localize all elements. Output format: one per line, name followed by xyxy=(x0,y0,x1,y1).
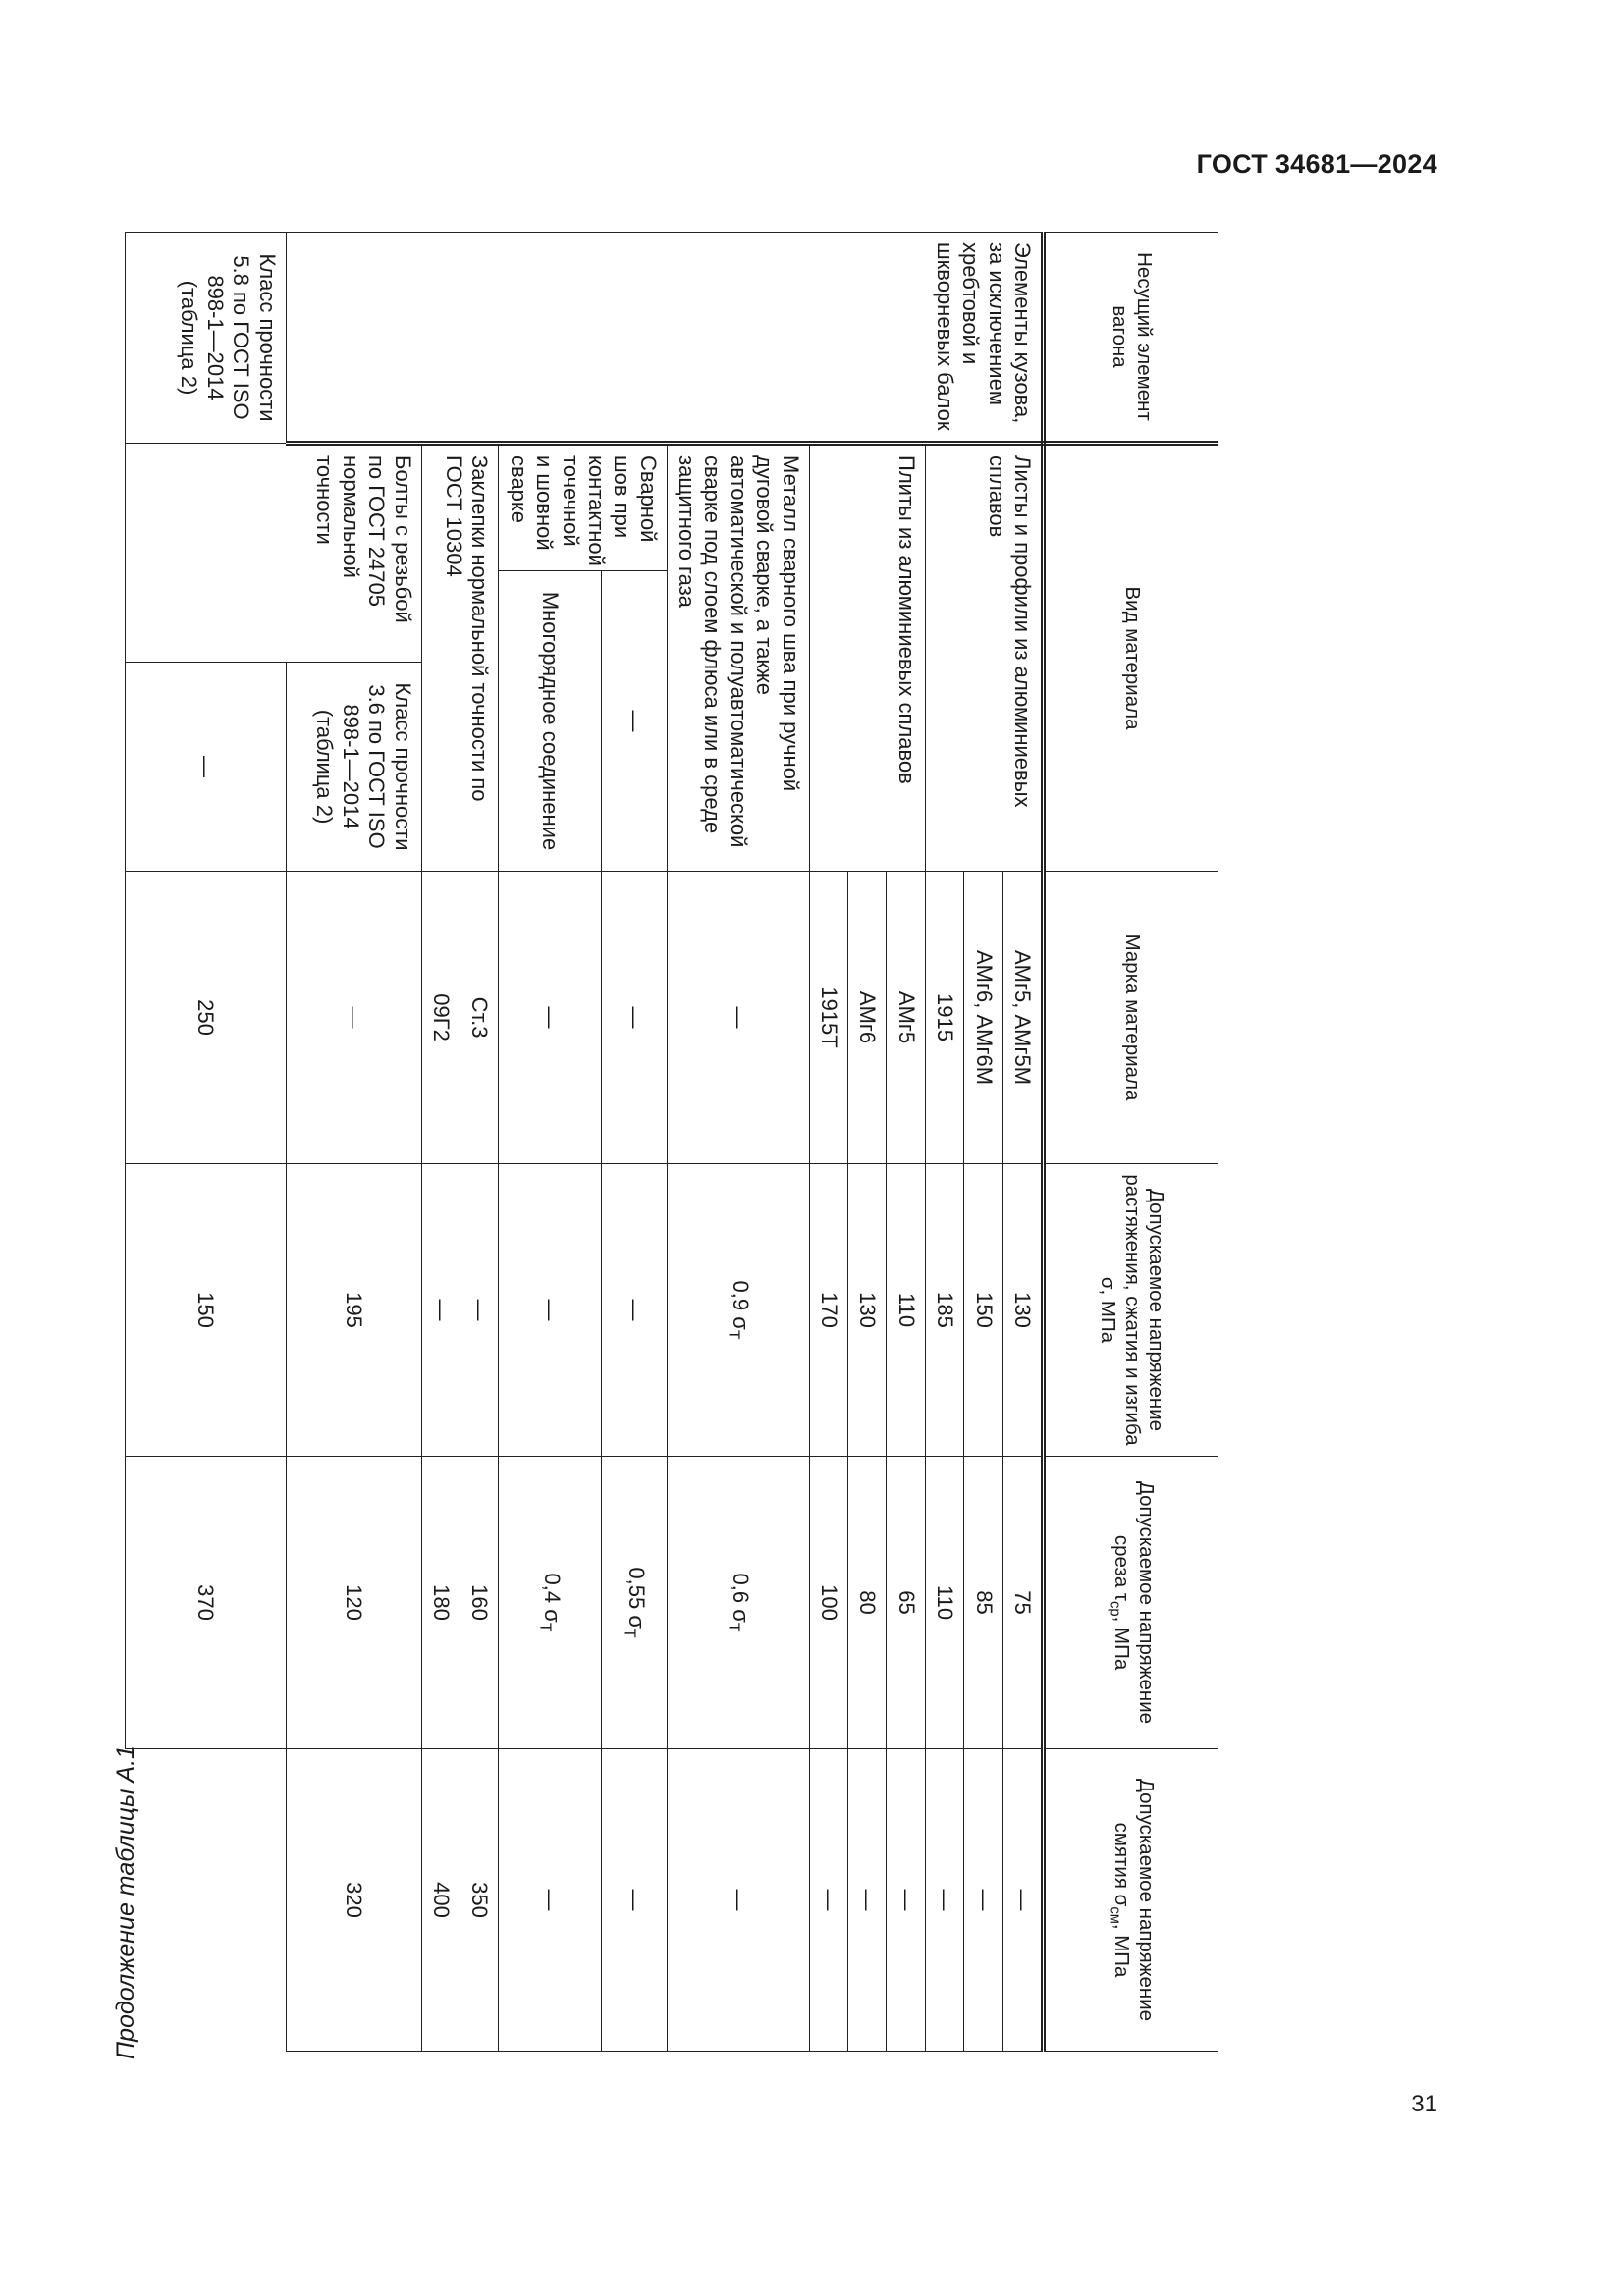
stress-table xyxy=(125,232,1218,2052)
table-caption: Продолжение таблицы А.1 xyxy=(112,1745,139,2059)
table-row xyxy=(667,233,809,2052)
tension-cell: — xyxy=(601,1164,667,1457)
grade-cell: 1915Т xyxy=(809,872,847,1164)
sigma-subscript: Т xyxy=(724,1329,741,1340)
grade-cell: Ст.3 xyxy=(460,872,498,1164)
tension-cell: 110 xyxy=(887,1164,925,1457)
grade-cell: 09Г2 xyxy=(421,872,460,1164)
shear-cell: 110 xyxy=(925,1457,963,1749)
header-shear xyxy=(1044,1457,1218,1749)
sigma-symbol: σ xyxy=(623,1615,649,1629)
grade-cell: АМг5 xyxy=(887,872,925,1164)
table-row xyxy=(286,233,421,2052)
shear-cell: 85 xyxy=(964,1457,1002,1749)
header-element: Несущий элемент вагона xyxy=(1044,233,1218,444)
sigma-subscript: Т xyxy=(536,1622,554,1632)
grade-cell: — xyxy=(667,872,809,1164)
kind-contact: Сварной шов при контактной точечной и шовной сварке xyxy=(499,444,667,571)
grade-cell: АМг5, АМг5М xyxy=(1002,872,1043,1164)
bearing-cell: — xyxy=(601,1749,667,2052)
shear-label: Допускаемое напряжение среза τ xyxy=(1110,1480,1158,1725)
shear-cell: 160 xyxy=(460,1457,498,1749)
coef-value: 0,4 xyxy=(539,1573,565,1604)
tension-cell: 130 xyxy=(848,1164,887,1457)
shear-cell xyxy=(667,1457,809,1749)
shear-cell: 100 xyxy=(809,1457,847,1749)
tension-cell: — xyxy=(499,1164,601,1457)
header-bearing xyxy=(1044,1749,1218,2052)
table-rotation-host xyxy=(155,232,1218,2051)
table-row xyxy=(887,233,925,2052)
bearing-cell: 370 xyxy=(125,1457,286,1749)
shear-cell: 180 xyxy=(421,1457,460,1749)
shear-cell xyxy=(499,1457,601,1749)
coef-value: 0,55 xyxy=(623,1567,649,1610)
bearing-cell: — xyxy=(925,1749,963,2052)
bearing-cell: — xyxy=(667,1749,809,2052)
sigma-subscript: Т xyxy=(620,1628,637,1638)
coef-value: 0,6 xyxy=(728,1573,753,1604)
shear-cell: 80 xyxy=(848,1457,887,1749)
shear-cell: 65 xyxy=(887,1457,925,1749)
element-cell: Элементы кузова, за исключением хребтовой и шкворневых балок xyxy=(286,233,1043,444)
shear-cell xyxy=(601,1457,667,1749)
tension-cell: 250 xyxy=(125,872,286,1164)
tension-cell: 130 xyxy=(1002,1164,1043,1457)
shear-cell: 120 xyxy=(286,1457,421,1749)
header-tension: Допускаемое напряжение растяжения, сжатия и изгиба σ, МПа xyxy=(1044,1164,1218,1457)
bolts-class-58: Класс прочности 5.8 по ГОСТ ISO 898-1—2014 (таблица 2) xyxy=(125,233,286,444)
kind-bolts: Болты с резьбой по ГОСТ 24705 нормальной точности xyxy=(125,444,421,663)
table-row xyxy=(1002,233,1043,2052)
sigma-subscript: Т xyxy=(724,1622,741,1632)
tension-cell: 185 xyxy=(925,1164,963,1457)
bearing-cell: 350 xyxy=(460,1749,498,2052)
kind-multirow: Многорядное соединение xyxy=(499,571,601,872)
grade-cell: АМг6 xyxy=(848,872,887,1164)
grade-cell: — xyxy=(125,663,286,872)
bearing-cell: — xyxy=(848,1749,887,2052)
bearing-cell: — xyxy=(887,1749,925,2052)
table-row xyxy=(601,233,667,2052)
coef-value: 0,9 xyxy=(728,1280,753,1311)
shear-unit: , МПа xyxy=(1110,1616,1134,1671)
bearing-label: Допускаемое напряжение смятия σ xyxy=(1110,1778,1158,2022)
header-row xyxy=(1044,233,1218,2052)
bearing-cell: — xyxy=(964,1749,1002,2052)
tension-cell: 150 xyxy=(964,1164,1002,1457)
grade-cell: 1915 xyxy=(925,872,963,1164)
bearing-unit: , МПа xyxy=(1110,1923,1134,1978)
grade-cell: — xyxy=(601,872,667,1164)
bearing-cell: 400 xyxy=(421,1749,460,2052)
table-rotated-frame xyxy=(155,232,1218,2051)
shear-subscript: ср xyxy=(1107,1601,1123,1617)
document-header: ГОСТ 34681—2024 xyxy=(1196,149,1437,179)
tension-cell: 170 xyxy=(809,1164,847,1457)
sigma-symbol: σ xyxy=(728,1609,753,1623)
header-grade: Марка материала xyxy=(1044,872,1218,1164)
bearing-cell: — xyxy=(1002,1749,1043,2052)
header-kind: Вид материала xyxy=(1044,444,1218,872)
tension-cell: 195 xyxy=(286,1164,421,1457)
tension-cell: — xyxy=(460,1164,498,1457)
sigma-symbol: σ xyxy=(539,1609,565,1623)
bearing-cell: 320 xyxy=(286,1749,421,2052)
grade-cell: — xyxy=(499,872,601,1164)
kind-weld: Металл сварного шва при ручной дуговой сварке, а также автоматической и полуавтоматической сварке под слоем флюса или в среде защитного газа xyxy=(667,444,809,872)
bearing-cell: — xyxy=(499,1749,601,2052)
shear-cell: 150 xyxy=(125,1164,286,1457)
kind-sheets: Листы и профили из алюминиевых сплавов xyxy=(925,444,1043,872)
grade-cell: — xyxy=(286,872,421,1164)
bearing-cell: — xyxy=(809,1749,847,2052)
shear-cell: 75 xyxy=(1002,1457,1043,1749)
kind-rivets: Заклепки нормальной точности по ГОСТ 10304 xyxy=(421,444,499,872)
tension-cell xyxy=(667,1164,809,1457)
kind-contact-dash: — xyxy=(601,571,667,872)
kind-plates: Плиты из алюминиевых сплавов xyxy=(809,444,925,872)
grade-cell: АМг6, АМг6М xyxy=(964,872,1002,1164)
tension-cell: — xyxy=(421,1164,460,1457)
bolts-class-36: Класс прочности 3.6 по ГОСТ ISO 898-1—2014 (таблица 2) xyxy=(286,663,421,872)
bearing-subscript: см xyxy=(1107,1906,1123,1924)
page-number: 31 xyxy=(1411,2091,1437,2117)
sigma-symbol: σ xyxy=(728,1316,753,1330)
table-row xyxy=(460,233,498,2052)
